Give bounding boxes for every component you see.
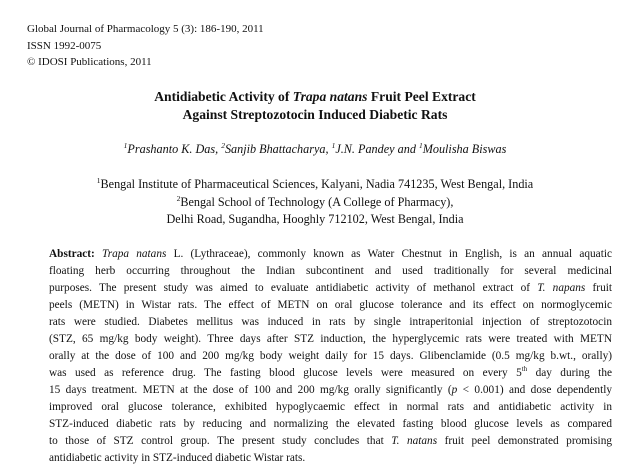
author-affil-mark: 1 bbox=[331, 140, 336, 150]
affiliation-2-address: Delhi Road, Sugandha, Hooghly 712102, West Bengal, India bbox=[166, 212, 464, 226]
species-name: Trapa natans bbox=[102, 248, 167, 260]
abstract-line: improved oral glucose tolerance, exhibited hypoglycaemic effect in normal rats and antidiabetic activity in bbox=[49, 401, 612, 413]
abstract-line: peels (METN) in Wistar rats. The effect of METN on oral glucose tolerance and its effect on normoglycemic bbox=[49, 299, 612, 311]
title-species: Trapa natans bbox=[292, 89, 368, 104]
affil-mark: 2 bbox=[176, 193, 181, 203]
affil-text: Bengal School of Technology (A College of Pharmacy), bbox=[180, 194, 454, 209]
journal-header bbox=[27, 21, 264, 71]
abstract-line bbox=[49, 246, 612, 263]
abstract-line: floating herb occurring throughout the Indian subcontinent and used traditionally for several medicinal bbox=[49, 265, 612, 277]
abstract-line bbox=[49, 382, 612, 399]
affiliations bbox=[0, 176, 630, 229]
abstract-line bbox=[49, 433, 612, 450]
affiliation-1 bbox=[0, 176, 630, 194]
author-separator: , bbox=[215, 142, 222, 156]
abstract-line bbox=[49, 280, 612, 297]
paper-title bbox=[0, 88, 630, 124]
abstract-text: to those of STZ control group. The present study concludes that bbox=[49, 435, 392, 447]
author-separator: and bbox=[394, 142, 419, 156]
affil-mark: 1 bbox=[96, 175, 101, 185]
author-list bbox=[0, 142, 630, 157]
p-value-symbol: p bbox=[451, 384, 458, 396]
author-name: Sanjib Bhattacharya bbox=[224, 142, 326, 156]
abstract-text: < 0.001) and dose dependently bbox=[457, 384, 612, 396]
author-name: J.N. Pandey bbox=[335, 142, 395, 156]
abstract-line: STZ-induced diabetic rats by reducing and normalizing the elevated fasting blood glucose levels as compared bbox=[49, 418, 612, 430]
species-name: T. natans bbox=[391, 435, 438, 447]
abstract-line: antidiabetic activity in STZ-induced diabetic Wistar rats. bbox=[49, 452, 306, 464]
author-separator: , bbox=[325, 142, 332, 156]
ordinal-suffix: th bbox=[521, 365, 528, 374]
species-name: T. napans bbox=[537, 282, 586, 294]
journal-copyright: © IDOSI Publications, 2011 bbox=[27, 56, 152, 68]
abstract-text: fruit peel demonstrated promising bbox=[437, 435, 612, 447]
author-affil-mark: 1 bbox=[418, 140, 423, 150]
abstract bbox=[49, 246, 612, 467]
author-affil-mark: 1 bbox=[123, 140, 128, 150]
author-name: Prashanto K. Das bbox=[127, 142, 216, 156]
journal-citation: Global Journal of Pharmacology 5 (3): 186-190, 2011 bbox=[27, 23, 264, 35]
affiliation-2 bbox=[0, 194, 630, 212]
abstract-line: orally at the dose of 100 and 200 mg/kg body weight daily for 15 days. Glibenclamide (0.5 mg/kg b.wt., orally) bbox=[49, 350, 612, 362]
abstract-text: 15 days treatment. METN at the dose of 100 and 200 mg/kg orally significantly ( bbox=[49, 384, 452, 396]
title-text: Antidiabetic Activity of bbox=[154, 89, 293, 104]
abstract-text: day during the bbox=[527, 367, 612, 379]
abstract-line: (STZ, 65 mg/kg body weight). Three days after STZ induction, the hyperglycemic rats were treated with METN bbox=[49, 333, 612, 345]
journal-issn: ISSN 1992-0075 bbox=[27, 39, 102, 52]
author-name: Moulisha Biswas bbox=[422, 142, 507, 156]
title-line-2: Against Streptozotocin Induced Diabetic Rats bbox=[182, 107, 448, 122]
abstract-line: rats were studied. Diabetes mellitus was induced in rats by single intraperitonial injection of streptozotocin bbox=[49, 316, 612, 328]
affil-text: Bengal Institute of Pharmaceutical Sciences, Kalyani, Nadia 741235, West Bengal, India bbox=[100, 177, 534, 191]
abstract-text: purposes. The present study was aimed to evaluate antidiabetic activity of methanol extract of bbox=[49, 282, 538, 294]
author-affil-mark: 2 bbox=[221, 140, 225, 150]
title-line-1 bbox=[0, 88, 630, 106]
abstract-label: Abstract: bbox=[49, 248, 95, 260]
abstract-line bbox=[49, 365, 612, 382]
abstract-text: L. (Lythraceae), commonly known as Water Chestnut in English, is an annual aquatic bbox=[166, 248, 612, 260]
title-text: Fruit Peel Extract bbox=[367, 89, 476, 104]
abstract-text: was used as reference drug. The fasting blood glucose levels were measured on every 5 bbox=[49, 367, 522, 379]
abstract-text: fruit bbox=[585, 282, 612, 294]
